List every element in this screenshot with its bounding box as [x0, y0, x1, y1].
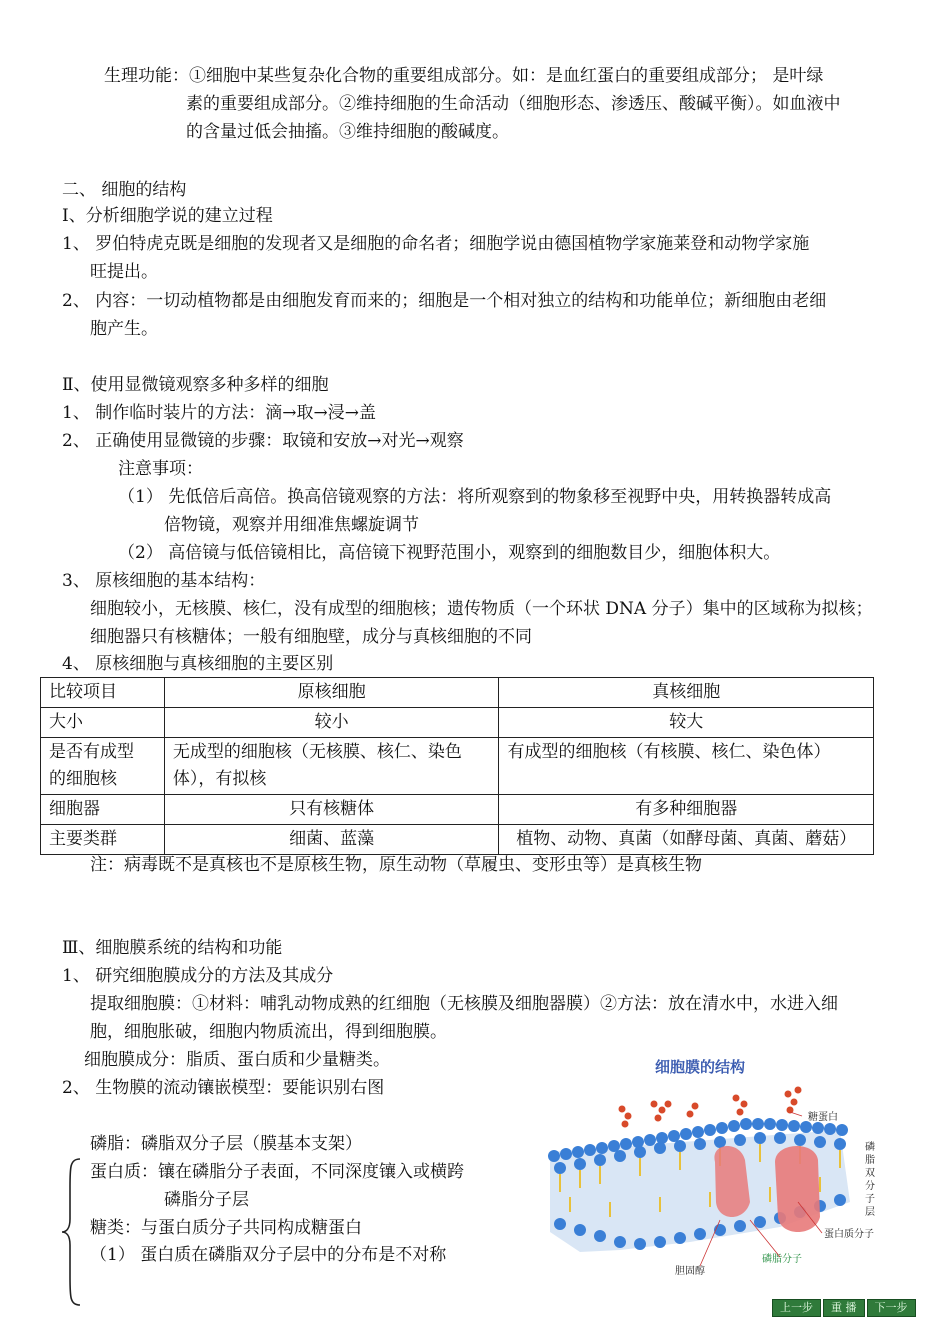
part2-item4: 4、 原核细胞与真核细胞的主要区别 [62, 654, 334, 674]
table-cell: 较小 [164, 708, 499, 738]
table-cell: 细胞器 [41, 795, 165, 825]
table-cell: 较大 [499, 708, 874, 738]
label-bilayer-char: 层 [865, 1207, 875, 1218]
section-title: 二、 细胞的结构 [62, 180, 187, 200]
extract-line1: 提取细胞膜：①材料：哺乳动物成熟的红细胞（无核膜及细胞器膜）②方法：放在清水中，水进入细 [90, 994, 838, 1014]
extract-line2: 胞，细胞胀破，细胞内物质流出，得到细胞膜。 [90, 1022, 447, 1042]
note1-line2: 倍物镜，观察并用细准焦螺旋调节 [164, 515, 419, 535]
protein-line2: 磷脂分子层 [164, 1190, 249, 1210]
part1-item2-line2: 胞产生。 [90, 319, 158, 339]
figure-title: 细胞膜的结构 [655, 1058, 746, 1076]
table-cell: 只有核糖体 [164, 795, 499, 825]
label-protein: 蛋白质分子 [824, 1229, 874, 1240]
table-cell [41, 738, 165, 795]
next-button[interactable]: 下一步 [867, 1299, 916, 1317]
part2-item3-line2: 细胞器只有核糖体；一般有细胞壁，成分与真核细胞的不同 [90, 627, 532, 647]
table-header-cell: 真核细胞 [499, 678, 874, 708]
label-cholesterol: 胆固醇 [675, 1266, 705, 1277]
physiology-line-2: 素的重要组成部分。②维持细胞的生命活动（细胞形态、渗透压、酸碱平衡）。如血液中 [186, 94, 841, 114]
table-header-row [41, 678, 874, 708]
label-bilayer-char: 磷 [865, 1142, 875, 1153]
physiology-line-1: 生理功能：①细胞中某些复杂化合物的重要组成部分。如：是血红蛋白的重要组成部分； 是叶绿 [104, 66, 824, 86]
table-row [41, 795, 874, 825]
table-cell: 大小 [41, 708, 165, 738]
part3-item1: 1、 研究细胞膜成分的方法及其成分 [62, 966, 334, 986]
table-cell: 植物、动物、真菌（如酵母菌、真菌、蘑菇） [499, 825, 874, 855]
part2-item2: 2、 正确使用显微镜的步骤：取镜和安放→对光→观察 [62, 431, 464, 451]
table-cell: 有多种细胞器 [499, 795, 874, 825]
table-header-cell: 比较项目 [41, 678, 165, 708]
table-cell-line: 的细胞核 [49, 769, 117, 789]
label-bilayer-char: 分 [865, 1181, 875, 1192]
curly-brace [60, 1157, 84, 1307]
table-cell: 有成型的细胞核（有核膜、核仁、染色体） [499, 738, 874, 795]
membrane-components: 细胞膜成分：脂质、蛋白质和少量糖类。 [84, 1050, 390, 1070]
phospholipid-line: 磷脂：磷脂双分子层（膜基本支架） [90, 1134, 362, 1154]
part1-item1-line2: 旺提出。 [90, 262, 158, 282]
membrane-diagram [540, 1052, 900, 1282]
comparison-table [40, 677, 874, 855]
table-row [41, 825, 874, 855]
label-bilayer-char: 双 [865, 1168, 875, 1179]
label-bilayer-char: 脂 [865, 1155, 875, 1166]
protein-line1: 蛋白质：镶在磷脂分子表面，不同深度镶入或横跨 [90, 1162, 464, 1182]
table-row [41, 738, 874, 795]
table-note: 注：病毒既不是真核也不是原核生物，原生动物（草履虫、变形虫等）是真核生物 [90, 855, 702, 875]
label-glycoprotein: 糖蛋白 [808, 1112, 838, 1123]
sugar-line: 糖类：与蛋白质分子共同构成糖蛋白 [90, 1218, 362, 1238]
prev-button[interactable]: 上一步 [772, 1299, 821, 1317]
protein-shape [775, 1146, 820, 1232]
note2: （2） 高倍镜与低倍镜相比，高倍镜下视野范围小，观察到的细胞数目少，细胞体积大。 [118, 543, 781, 563]
part2-item3-line1: 细胞较小，无核膜、核仁，没有成型的细胞核；遗传物质（一个环状 DNA 分子）集中的区域称为拟核； [90, 599, 873, 619]
table-header-cell: 原核细胞 [164, 678, 499, 708]
label-bilayer-char: 子 [865, 1194, 875, 1205]
part1-item1-line1: 1、 罗伯特虎克既是细胞的发现者又是细胞的命名者；细胞学说由德国植物学家施莱登和动物学家施 [62, 234, 810, 254]
table-cell-line: 无成型的细胞核（无核膜、核仁、染色 [172, 742, 462, 762]
table-row [41, 708, 874, 738]
note1-line1: （1） 先低倍后高倍。换高倍镜观察的方法：将所观察到的物象移至视野中央，用转换器转成高 [118, 487, 832, 507]
membrane-figure [540, 1052, 900, 1282]
table-cell-line: 是否有成型 [49, 742, 134, 762]
point1-line: （1） 蛋白质在磷脂双分子层中的分布是不对称 [90, 1245, 447, 1265]
part2-heading: Ⅱ、使用显微镜观察多种多样的细胞 [62, 375, 329, 395]
part1-item2-line1: 2、 内容：一切动植物都是由细胞发育而来的；细胞是一个相对独立的结构和功能单位；新细胞由老细 [62, 291, 827, 311]
part3-heading: Ⅲ、细胞膜系统的结构和功能 [62, 938, 283, 958]
table-cell: 主要类群 [41, 825, 165, 855]
nav-bar [772, 1299, 916, 1317]
part2-item3: 3、 原核细胞的基本结构： [62, 571, 266, 591]
part1-heading: Ⅰ、分析细胞学说的建立过程 [62, 206, 273, 226]
label-phospholipid: 磷脂分子 [762, 1254, 802, 1265]
notes-title: 注意事项： [118, 459, 203, 479]
physiology-line-3: 的含量过低会抽搐。③维持细胞的酸碱度。 [186, 122, 509, 142]
part2-item1: 1、 制作临时装片的方法：滴→取→浸→盖 [62, 403, 376, 423]
table-cell-line: 体），有拟核 [172, 769, 267, 789]
table-cell [164, 738, 499, 795]
part3-item2: 2、 生物膜的流动镶嵌模型：要能识别右图 [62, 1078, 385, 1098]
table-cell: 细菌、蓝藻 [164, 825, 499, 855]
replay-button[interactable]: 重 播 [823, 1299, 865, 1317]
